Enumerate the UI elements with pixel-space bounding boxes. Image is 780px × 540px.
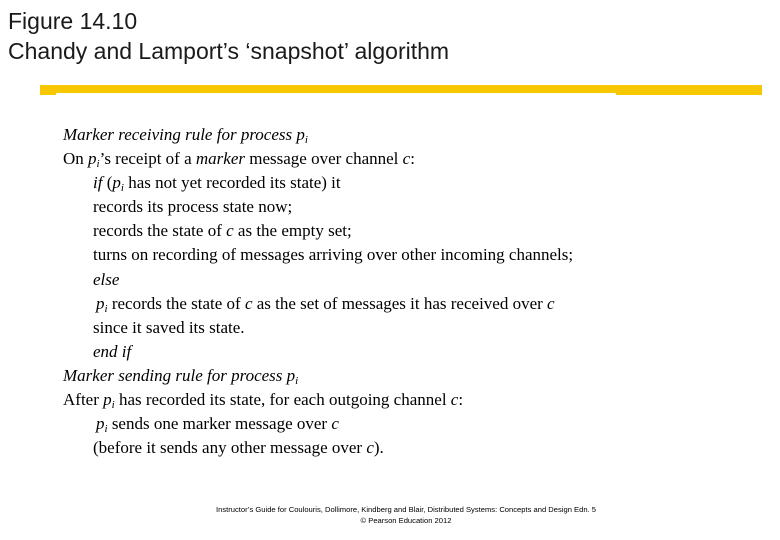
figure-caption: Chandy and Lamport’s ‘snapshot’ algorithm bbox=[8, 38, 450, 64]
receiving-rule-heading: Marker receiving rule for process $p_i$ bbox=[63, 125, 308, 146]
on-receipt-line: On $p_i’s$ receipt of a marker message over channel c: bbox=[63, 149, 415, 171]
accent-rule-gap bbox=[56, 93, 616, 96]
sends-marker-line: $p_i$ sends one marker message over c bbox=[96, 414, 339, 436]
since-line: since it saved its state. bbox=[93, 317, 245, 337]
else-line: else bbox=[93, 269, 120, 289]
records-channel-line: records the state of c as the empty set; bbox=[93, 221, 352, 241]
footer-citation: Instructor’s Guide for Coulouris, Dollimore, Kindberg and Blair, Distributed Systems: Concepts and Design Edn. 5 bbox=[215, 505, 596, 514]
end-if-line: end if bbox=[93, 341, 132, 361]
turns-on-line: turns on recording of messages arriving over other incoming channels; bbox=[93, 245, 574, 265]
records-state-line: records its process state now; bbox=[93, 197, 293, 217]
slide-footer bbox=[0, 504, 780, 526]
if-line: if ($p_i$ has not yet recorded its state) it bbox=[93, 173, 341, 195]
figure-number: Figure 14.10 bbox=[8, 8, 138, 34]
algorithm-text bbox=[63, 123, 573, 460]
slide-title bbox=[8, 6, 449, 66]
sending-rule-heading: Marker sending rule for process $p_i$ bbox=[63, 365, 299, 387]
after-line: After $p_i$ has recorded its state, for each outgoing channel c: bbox=[63, 390, 464, 412]
else-records-line: $p_i$ records the state of c as the set of messages it has received over c bbox=[96, 293, 555, 315]
before-line: (before it sends any other message over c). bbox=[93, 438, 384, 458]
footer-copyright: © Pearson Education 2012 bbox=[360, 516, 452, 525]
